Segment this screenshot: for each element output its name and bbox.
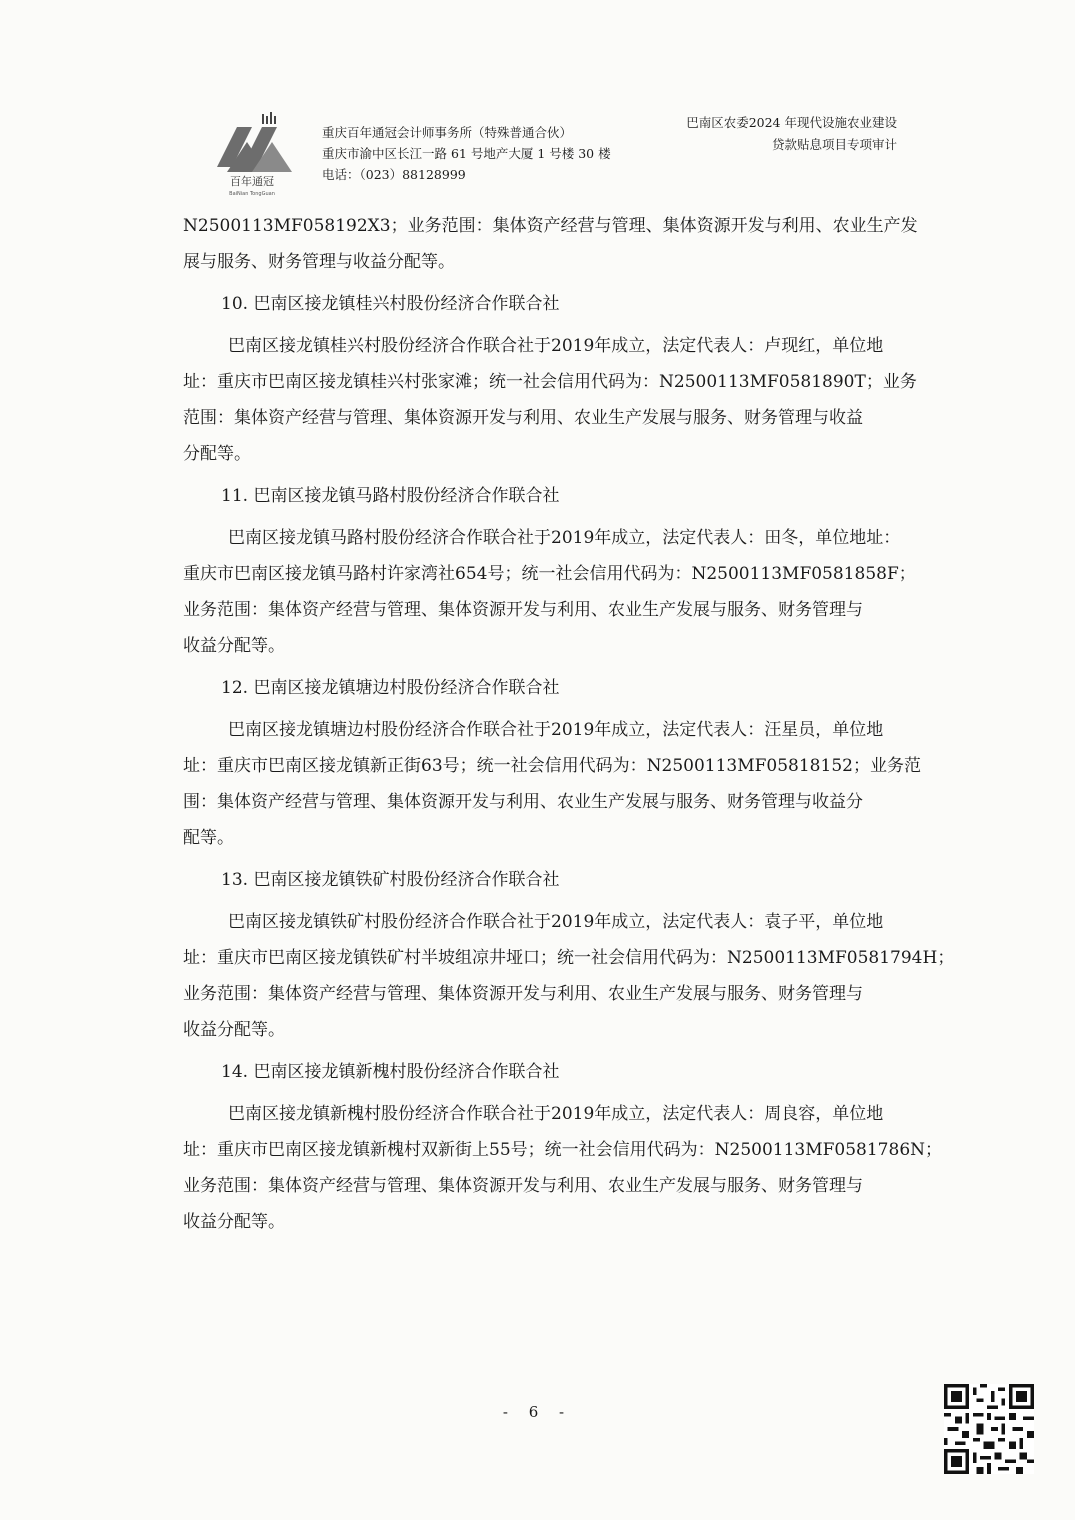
body-line: 址：重庆市巴南区接龙镇铁矿村半坡组凉井垭口；统一社会信用代码为：N2500113MF0581794H； [183, 948, 955, 968]
section-14 [183, 1054, 943, 1240]
body-line: 巴南区接龙镇马路村股份经济合作联合社于2019年成立，法定代表人：田冬，单位地址： [228, 528, 901, 548]
firm-info [322, 122, 611, 185]
section-heading: 10. 巴南区接龙镇桂兴村股份经济合作联合社 [221, 294, 560, 314]
body-line: 收益分配等。 [183, 1020, 285, 1040]
body-line: N2500113MF058192X3；业务范围：集体资产经营与管理、集体资源开发与利用、农业生产发 [183, 216, 918, 236]
section-13 [183, 862, 955, 1048]
page-number: - 6 - [502, 1403, 573, 1421]
firm-name: 重庆百年通冠会计师事务所（特殊普通合伙） [322, 125, 573, 140]
body-line: 址：重庆市巴南区接龙镇桂兴村张家滩；统一社会信用代码为：N2500113MF0581890T；业务 [183, 372, 917, 392]
project-title [686, 112, 897, 156]
body-line: 展与服务、财务管理与收益分配等。 [183, 252, 455, 272]
section-12 [183, 670, 923, 856]
body-line: 收益分配等。 [183, 636, 285, 656]
project-title-line1: 巴南区农委2024 年现代设施农业建设 [686, 115, 897, 130]
body-line: 巴南区接龙镇新槐村股份经济合作联合社于2019年成立，法定代表人：周良容，单位地 [228, 1104, 884, 1124]
section-heading: 13. 巴南区接龙镇铁矿村股份经济合作联合社 [221, 870, 560, 890]
section-10 [183, 286, 923, 472]
section-11 [183, 478, 923, 664]
body-line: 围：集体资产经营与管理、集体资源开发与利用、农业生产发展与服务、财务管理与收益分 [183, 792, 863, 812]
body-line: 配等。 [183, 828, 234, 848]
body-line: 分配等。 [183, 444, 251, 464]
body-line: 范围：集体资产经营与管理、集体资源开发与利用、农业生产发展与服务、财务管理与收益 [183, 408, 863, 428]
body-line: 重庆市巴南区接龙镇马路村许家湾社654号；统一社会信用代码为：N2500113MF0581858F； [183, 564, 916, 584]
body-line: 巴南区接龙镇塘边村股份经济合作联合社于2019年成立，法定代表人：汪星员，单位地 [228, 720, 884, 740]
body-line: 业务范围：集体资产经营与管理、集体资源开发与利用、农业生产发展与服务、财务管理与 [183, 984, 863, 1004]
document-body [183, 208, 955, 1240]
intro-paragraph [183, 208, 923, 280]
section-heading: 12. 巴南区接龙镇塘边村股份经济合作联合社 [221, 678, 560, 698]
body-line: 收益分配等。 [183, 1212, 285, 1232]
section-heading: 11. 巴南区接龙镇马路村股份经济合作联合社 [221, 486, 560, 506]
logo-text: 百年通冠 [230, 175, 274, 188]
body-line: 业务范围：集体资产经营与管理、集体资源开发与利用、农业生产发展与服务、财务管理与 [183, 1176, 863, 1196]
firm-address: 重庆市渝中区长江一路 61 号地产大厦 1 号楼 30 楼 [322, 146, 611, 161]
page-header [0, 0, 1075, 200]
body-line: 巴南区接龙镇铁矿村股份经济合作联合社于2019年成立，法定代表人：袁子平，单位地 [228, 912, 884, 932]
logo-subtext: BaiNian TongGuan [229, 191, 275, 197]
project-title-line2: 贷款贴息项目专项审计 [771, 137, 897, 152]
body-line: 业务范围：集体资产经营与管理、集体资源开发与利用、农业生产发展与服务、财务管理与 [183, 600, 863, 620]
body-line: 巴南区接龙镇桂兴村股份经济合作联合社于2019年成立，法定代表人：卢现红，单位地 [228, 336, 884, 356]
body-line: 址：重庆市巴南区接龙镇新槐村双新街上55号；统一社会信用代码为：N2500113MF0581786N； [183, 1140, 943, 1160]
firm-logo [207, 112, 297, 202]
body-line: 址：重庆市巴南区接龙镇新正街63号；统一社会信用代码为：N2500113MF05818152；业务范 [183, 756, 921, 776]
firm-phone: 电话：（023）88128999 [322, 167, 466, 182]
qr-code-icon [944, 1384, 1034, 1474]
section-heading: 14. 巴南区接龙镇新槐村股份经济合作联合社 [221, 1062, 560, 1082]
